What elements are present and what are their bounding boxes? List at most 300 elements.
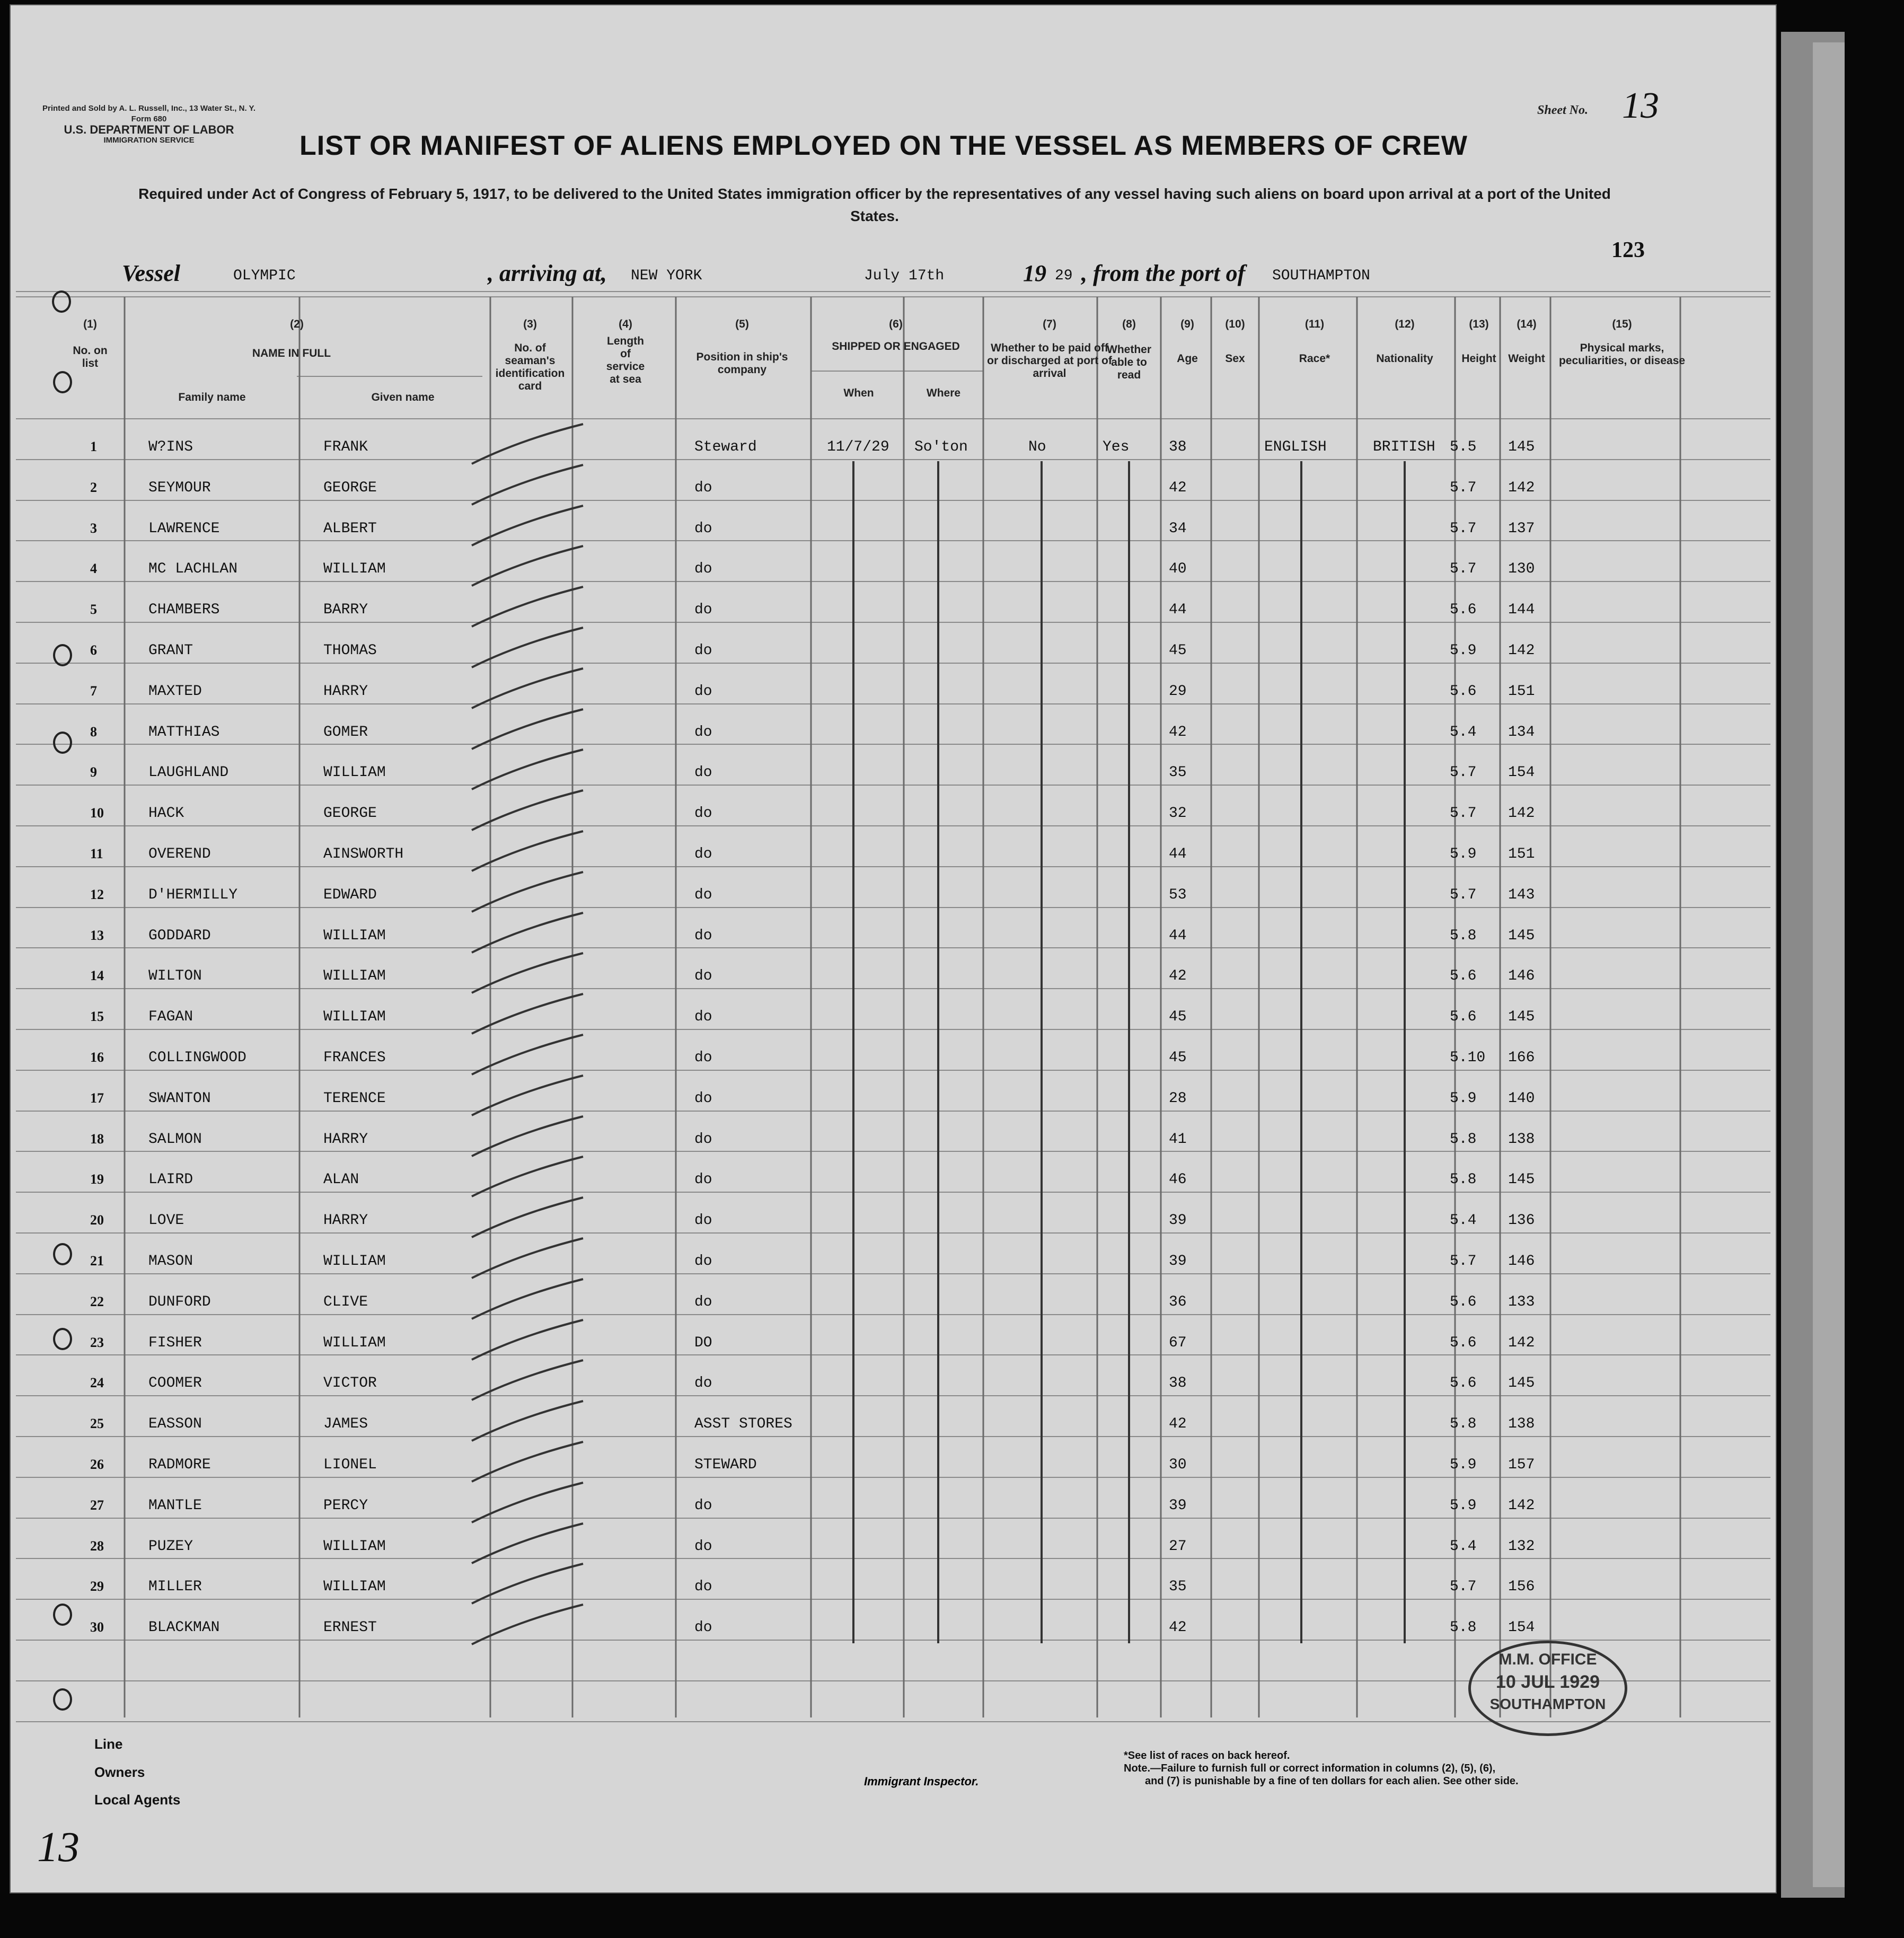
check-stroke xyxy=(472,1605,583,1644)
row-number-cell: 16 xyxy=(90,1050,104,1065)
age-cell: 29 xyxy=(1169,683,1187,700)
height-cell: 5.8 xyxy=(1450,928,1477,944)
row-number-cell: 27 xyxy=(90,1497,104,1513)
shipped-where-cell: So'ton xyxy=(914,439,968,455)
age-cell: 27 xyxy=(1169,1538,1187,1555)
col9-num: (9) xyxy=(1180,318,1194,330)
col8-header: Whether able to read xyxy=(1107,343,1151,381)
given-name-cell: FRANK xyxy=(323,439,368,455)
family-name-cell: SALMON xyxy=(148,1131,202,1148)
family-name-cell: W?INS xyxy=(148,439,193,455)
height-cell: 5.9 xyxy=(1450,642,1477,659)
check-stroke xyxy=(472,1076,583,1115)
height-cell: 5.6 xyxy=(1450,968,1477,984)
age-cell: 35 xyxy=(1169,764,1187,781)
row-number-cell: 22 xyxy=(90,1294,104,1309)
binder-hole xyxy=(53,1328,72,1350)
family-name-cell: MILLER xyxy=(148,1579,202,1595)
col2a-header: Family name xyxy=(178,391,246,403)
age-cell: 67 xyxy=(1169,1335,1187,1351)
given-name-cell: HARRY xyxy=(323,1212,368,1229)
age-cell: 42 xyxy=(1169,968,1187,984)
family-name-cell: LOVE xyxy=(148,1212,184,1229)
given-name-cell: ALAN xyxy=(323,1171,359,1188)
year-suffix: 29 xyxy=(1055,268,1073,284)
check-stroke xyxy=(472,1564,583,1604)
printer-line: Printed and Sold by A. L. Russell, Inc., 13 Water St., N. Y. xyxy=(42,104,256,113)
col4-header: Length of service at sea xyxy=(606,335,645,385)
family-name-cell: D'HERMILLY xyxy=(148,887,238,903)
family-name-cell: DUNFORD xyxy=(148,1294,211,1310)
given-name-cell: WILLIAM xyxy=(323,1253,386,1270)
check-stroke xyxy=(472,872,583,912)
age-cell: 46 xyxy=(1169,1171,1187,1188)
weight-cell: 145 xyxy=(1508,1171,1535,1188)
page-title: LIST OR MANIFEST OF ALIENS EMPLOYED ON THE VESSEL AS MEMBERS OF CREW xyxy=(299,130,1468,161)
form-number: Form 680 xyxy=(131,114,167,124)
height-cell: 5.7 xyxy=(1450,480,1477,496)
height-cell: 5.9 xyxy=(1450,1457,1477,1473)
position-cell: do xyxy=(694,683,712,700)
weight-cell: 142 xyxy=(1508,642,1535,659)
col12-num: (12) xyxy=(1395,318,1415,330)
row-number-cell: 30 xyxy=(90,1619,104,1635)
binder-hole xyxy=(53,732,72,754)
corner-number: 13 xyxy=(37,1824,80,1871)
row-number-cell: 11 xyxy=(90,846,103,861)
height-cell: 5.4 xyxy=(1450,1538,1477,1555)
weight-cell: 134 xyxy=(1508,724,1535,741)
row-number-cell: 7 xyxy=(90,683,97,699)
family-name-cell: WILTON xyxy=(148,968,202,984)
weight-cell: 130 xyxy=(1508,561,1535,577)
department: U.S. DEPARTMENT OF LABOR xyxy=(64,123,234,136)
col6a-header: When xyxy=(843,387,874,399)
line-label: Line xyxy=(94,1736,123,1752)
age-cell: 39 xyxy=(1169,1497,1187,1514)
vessel-name: OLYMPIC xyxy=(233,268,296,284)
weight-cell: 136 xyxy=(1508,1212,1535,1229)
given-name-cell: EDWARD xyxy=(323,887,377,903)
local-agents-label: Local Agents xyxy=(94,1792,181,1808)
col7-num: (7) xyxy=(1043,318,1056,330)
position-cell: do xyxy=(694,1171,712,1188)
row-number-cell: 19 xyxy=(90,1171,104,1187)
given-name-cell: AINSWORTH xyxy=(323,846,404,862)
age-cell: 44 xyxy=(1169,928,1187,944)
weight-cell: 137 xyxy=(1508,521,1535,537)
given-name-cell: WILLIAM xyxy=(323,561,386,577)
binder-hole xyxy=(53,644,72,666)
row-number-cell: 1 xyxy=(90,439,97,454)
age-cell: 42 xyxy=(1169,480,1187,496)
binder-hole xyxy=(53,1604,72,1626)
footnote-races: *See list of races on back hereof. xyxy=(1124,1750,1290,1761)
age-cell: 28 xyxy=(1169,1090,1187,1107)
from-label: , from the port of xyxy=(1081,260,1246,286)
check-stroke xyxy=(472,506,583,545)
check-stroke xyxy=(472,1279,583,1319)
age-cell: 38 xyxy=(1169,439,1187,455)
height-cell: 5.4 xyxy=(1450,1212,1477,1229)
col4-num: (4) xyxy=(619,318,632,330)
weight-cell: 132 xyxy=(1508,1538,1535,1555)
vessel-label: Vessel xyxy=(122,260,180,286)
nationality-cell: BRITISH xyxy=(1373,439,1435,455)
age-cell: 42 xyxy=(1169,1416,1187,1432)
age-cell: 34 xyxy=(1169,521,1187,537)
service: IMMIGRATION SERVICE xyxy=(103,136,195,145)
col5-header: Position in ship's company xyxy=(696,351,788,376)
height-cell: 5.6 xyxy=(1450,1009,1477,1025)
stamp-date: 10 JUL 1929 xyxy=(1496,1672,1600,1692)
form-header xyxy=(42,103,255,146)
weight-cell: 133 xyxy=(1508,1294,1535,1310)
binder-hole xyxy=(53,1243,72,1265)
col6-header: SHIPPED OR ENGAGED xyxy=(832,340,960,353)
given-name-cell: GEORGE xyxy=(323,805,377,822)
departure-port: SOUTHAMPTON xyxy=(1272,268,1370,284)
stamp-office: M.M. OFFICE xyxy=(1498,1651,1597,1668)
position-cell: do xyxy=(694,1619,712,1636)
position-cell: do xyxy=(694,887,712,903)
binder-hole xyxy=(53,371,72,393)
height-cell: 5.7 xyxy=(1450,521,1477,537)
col6b-header: Where xyxy=(926,387,961,399)
col13-header: Height xyxy=(1461,353,1496,365)
given-name-cell: WILLIAM xyxy=(323,1009,386,1025)
age-cell: 45 xyxy=(1169,1009,1187,1025)
weight-cell: 142 xyxy=(1508,480,1535,496)
family-name-cell: LAIRD xyxy=(148,1171,193,1188)
age-cell: 40 xyxy=(1169,561,1187,577)
col1-header: No. on list xyxy=(73,345,108,369)
family-name-cell: EASSON xyxy=(148,1416,202,1432)
col1-num: (1) xyxy=(83,318,97,330)
row-number-cell: 17 xyxy=(90,1090,104,1106)
col6-num: (6) xyxy=(889,318,903,330)
sheet-number: 13 xyxy=(1622,85,1659,126)
family-name-cell: LAWRENCE xyxy=(148,521,220,537)
position-cell: do xyxy=(694,642,712,659)
office-stamp xyxy=(1468,1641,1627,1736)
weight-cell: 140 xyxy=(1508,1090,1535,1107)
row-number-cell: 29 xyxy=(90,1579,104,1594)
age-cell: 45 xyxy=(1169,1050,1187,1066)
family-name-cell: GODDARD xyxy=(148,928,211,944)
position-cell: STEWARD xyxy=(694,1457,757,1473)
weight-cell: 138 xyxy=(1508,1131,1535,1148)
weight-cell: 145 xyxy=(1508,1009,1535,1025)
position-cell: do xyxy=(694,1375,712,1391)
check-stroke xyxy=(472,1035,583,1074)
height-cell: 5.9 xyxy=(1450,846,1477,862)
given-name-cell: LIONEL xyxy=(323,1457,377,1473)
given-name-cell: WILLIAM xyxy=(323,928,386,944)
subtitle: Required under Act of Congress of February 5, 1917, to be delivered to the United States immigration officer by the representatives of any vessel having such aliens on board upon arrival at a port of the United States. xyxy=(138,186,1611,224)
year-prefix: 19 xyxy=(1023,260,1046,286)
given-name-cell: JAMES xyxy=(323,1416,368,1432)
age-cell: 38 xyxy=(1169,1375,1187,1391)
col14-header: Weight xyxy=(1508,353,1545,365)
footnote-penalty-1: Note.—Failure to furnish full or correct information in columns (2), (5), (6), xyxy=(1124,1763,1496,1774)
weight-cell: 145 xyxy=(1508,439,1535,455)
check-stroke xyxy=(472,587,583,627)
height-cell: 5.6 xyxy=(1450,602,1477,618)
height-cell: 5.7 xyxy=(1450,1579,1477,1595)
weight-cell: 142 xyxy=(1508,1497,1535,1514)
family-name-cell: OVEREND xyxy=(148,846,211,862)
row-number-cell: 12 xyxy=(90,887,104,902)
inspector-label: Immigrant Inspector. xyxy=(864,1775,979,1788)
col12-header: Nationality xyxy=(1376,353,1433,365)
family-name-cell: MATTHIAS xyxy=(148,724,220,741)
check-stroke xyxy=(472,953,583,993)
age-cell: 42 xyxy=(1169,724,1187,741)
height-cell: 5.8 xyxy=(1450,1416,1477,1432)
weight-cell: 166 xyxy=(1508,1050,1535,1066)
given-name-cell: WILLIAM xyxy=(323,968,386,984)
row-number-cell: 10 xyxy=(90,805,104,821)
height-cell: 5.10 xyxy=(1450,1050,1486,1066)
able-to-read-cell: Yes xyxy=(1103,439,1130,455)
height-cell: 5.7 xyxy=(1450,764,1477,781)
age-cell: 45 xyxy=(1169,642,1187,659)
height-cell: 5.8 xyxy=(1450,1131,1477,1148)
height-cell: 5.8 xyxy=(1450,1171,1477,1188)
weight-cell: 146 xyxy=(1508,1253,1535,1270)
row-number-cell: 15 xyxy=(90,1009,104,1024)
row-number-cell: 4 xyxy=(90,561,97,576)
col11-num: (11) xyxy=(1304,318,1325,330)
weight-cell: 142 xyxy=(1508,1335,1535,1351)
weight-cell: 154 xyxy=(1508,764,1535,781)
family-name-cell: COLLINGWOOD xyxy=(148,1050,246,1066)
family-name-cell: RADMORE xyxy=(148,1457,211,1473)
given-name-cell: VICTOR xyxy=(323,1375,377,1391)
row-number-cell: 14 xyxy=(90,968,104,983)
col2-header: NAME IN FULL xyxy=(252,347,331,359)
family-name-cell: FAGAN xyxy=(148,1009,193,1025)
col10-num: (10) xyxy=(1225,318,1245,330)
height-cell: 5.7 xyxy=(1450,887,1477,903)
check-stroke xyxy=(472,750,583,789)
age-cell: 30 xyxy=(1169,1457,1187,1473)
check-stroke xyxy=(472,1483,583,1522)
given-name-cell: PERCY xyxy=(323,1497,368,1514)
col2-num: (2) xyxy=(290,318,304,330)
race-cell: ENGLISH xyxy=(1264,439,1327,455)
given-name-cell: WILLIAM xyxy=(323,1579,386,1595)
position-cell: do xyxy=(694,602,712,618)
col10-header: Sex xyxy=(1225,353,1245,365)
col15-header: Physical marks, peculiarities, or disease xyxy=(1558,342,1686,367)
family-name-cell: MASON xyxy=(148,1253,193,1270)
weight-cell: 143 xyxy=(1508,887,1535,903)
position-cell: do xyxy=(694,521,712,537)
given-name-cell: GOMER xyxy=(323,724,368,741)
age-cell: 42 xyxy=(1169,1619,1187,1636)
given-name-cell: WILLIAM xyxy=(323,764,386,781)
sheet-label: Sheet No. xyxy=(1537,103,1588,117)
position-cell: Steward xyxy=(694,439,757,455)
col5-num: (5) xyxy=(735,318,749,330)
col3-header: No. of seaman's identification card xyxy=(495,342,565,392)
col2b-header: Given name xyxy=(371,391,435,403)
row-number-cell: 18 xyxy=(90,1131,104,1147)
col3-num: (3) xyxy=(523,318,537,330)
family-name-cell: MAXTED xyxy=(148,683,202,700)
position-cell: ASST STORES xyxy=(694,1416,792,1432)
given-name-cell: ALBERT xyxy=(323,521,377,537)
row-number-cell: 23 xyxy=(90,1335,104,1350)
family-name-cell: LAUGHLAND xyxy=(148,764,229,781)
given-name-cell: WILLIAM xyxy=(323,1335,386,1351)
weight-cell: 138 xyxy=(1508,1416,1535,1432)
check-stroke xyxy=(472,1360,583,1400)
row-number-cell: 21 xyxy=(90,1253,104,1268)
check-stroke xyxy=(472,546,583,586)
age-cell: 35 xyxy=(1169,1579,1187,1595)
row-number-cell: 25 xyxy=(90,1416,104,1431)
check-stroke xyxy=(472,913,583,953)
binder-hole xyxy=(53,1688,72,1711)
arriving-label: , arriving at, xyxy=(488,260,607,286)
age-cell: 41 xyxy=(1169,1131,1187,1148)
position-cell: do xyxy=(694,561,712,577)
family-name-cell: BLACKMAN xyxy=(148,1619,220,1636)
family-name-cell: CHAMBERS xyxy=(148,602,220,618)
row-number-cell: 13 xyxy=(90,928,104,943)
age-cell: 44 xyxy=(1169,602,1187,618)
position-cell: do xyxy=(694,480,712,496)
arrival-date: July 17th xyxy=(864,268,945,284)
height-cell: 5.8 xyxy=(1450,1619,1477,1636)
check-stroke xyxy=(472,1320,583,1360)
height-cell: 5.6 xyxy=(1450,1375,1477,1391)
check-stroke xyxy=(472,1116,583,1156)
position-cell: do xyxy=(694,1212,712,1229)
age-cell: 44 xyxy=(1169,846,1187,862)
paid-off-cell: No xyxy=(1028,439,1046,455)
row-number-cell: 20 xyxy=(90,1212,104,1228)
check-stroke xyxy=(472,709,583,749)
check-stroke xyxy=(472,465,583,505)
col8-num: (8) xyxy=(1122,318,1136,330)
check-stroke xyxy=(472,1442,583,1482)
given-name-cell: GEORGE xyxy=(323,480,377,496)
row-number-cell: 9 xyxy=(90,764,97,780)
given-name-cell: BARRY xyxy=(323,602,368,618)
position-cell: do xyxy=(694,805,712,822)
age-cell: 53 xyxy=(1169,887,1187,903)
row-number-cell: 26 xyxy=(90,1457,104,1472)
position-cell: do xyxy=(694,764,712,781)
row-number-cell: 28 xyxy=(90,1538,104,1554)
col11-header: Race* xyxy=(1299,353,1330,365)
position-cell: do xyxy=(694,1131,712,1148)
height-cell: 5.6 xyxy=(1450,683,1477,700)
row-number-cell: 5 xyxy=(90,602,97,617)
given-name-cell: THOMAS xyxy=(323,642,377,659)
check-stroke xyxy=(472,994,583,1034)
weight-cell: 154 xyxy=(1508,1619,1535,1636)
weight-cell: 156 xyxy=(1508,1579,1535,1595)
check-stroke xyxy=(472,1157,583,1196)
given-name-cell: HARRY xyxy=(323,1131,368,1148)
height-cell: 5.9 xyxy=(1450,1090,1477,1107)
weight-cell: 151 xyxy=(1508,683,1535,700)
family-name-cell: COOMER xyxy=(148,1375,202,1391)
position-cell: do xyxy=(694,1538,712,1555)
check-stroke xyxy=(472,1523,583,1563)
weight-cell: 145 xyxy=(1508,928,1535,944)
given-name-cell: CLIVE xyxy=(323,1294,368,1310)
age-cell: 39 xyxy=(1169,1212,1187,1229)
family-name-cell: GRANT xyxy=(148,642,193,659)
height-cell: 5.7 xyxy=(1450,561,1477,577)
age-cell: 36 xyxy=(1169,1294,1187,1310)
weight-cell: 144 xyxy=(1508,602,1535,618)
given-name-cell: HARRY xyxy=(323,683,368,700)
row-number-cell: 8 xyxy=(90,724,97,739)
position-cell: do xyxy=(694,1294,712,1310)
col14-num: (14) xyxy=(1517,318,1537,330)
footnotes xyxy=(1124,1749,1519,1787)
check-stroke xyxy=(472,1401,583,1441)
given-name-cell: TERENCE xyxy=(323,1090,386,1107)
position-cell: do xyxy=(694,1050,712,1066)
row-number-cell: 24 xyxy=(90,1375,104,1390)
col13-num: (13) xyxy=(1469,318,1489,330)
col7-header: Whether to be paid off or discharged at port of arrival xyxy=(987,342,1112,380)
stamp-port: SOUTHAMPTON xyxy=(1489,1696,1606,1712)
family-name-cell: MC LACHLAN xyxy=(148,561,238,577)
weight-cell: 145 xyxy=(1508,1375,1535,1391)
check-stroke xyxy=(472,1197,583,1237)
given-name-cell: WILLIAM xyxy=(323,1538,386,1555)
check-stroke xyxy=(472,790,583,830)
position-cell: do xyxy=(694,846,712,862)
age-cell: 39 xyxy=(1169,1253,1187,1270)
height-cell: 5.7 xyxy=(1450,805,1477,822)
check-stroke xyxy=(472,1238,583,1278)
age-cell: 32 xyxy=(1169,805,1187,822)
position-cell: do xyxy=(694,1497,712,1514)
weight-cell: 142 xyxy=(1508,805,1535,822)
position-cell: do xyxy=(694,1009,712,1025)
position-cell: do xyxy=(694,928,712,944)
position-cell: do xyxy=(694,1090,712,1107)
check-stroke xyxy=(472,668,583,708)
footnote-penalty-2: and (7) is punishable by a fine of ten dollars for each alien. See other side. xyxy=(1145,1775,1519,1787)
height-cell: 5.9 xyxy=(1450,1497,1477,1514)
row-number-cell: 2 xyxy=(90,480,97,495)
arrival-port: NEW YORK xyxy=(631,268,702,284)
height-cell: 5.6 xyxy=(1450,1335,1477,1351)
col15-num: (15) xyxy=(1612,318,1632,330)
weight-cell: 157 xyxy=(1508,1457,1535,1473)
height-cell: 5.5 xyxy=(1450,439,1477,455)
weight-cell: 146 xyxy=(1508,968,1535,984)
family-name-cell: HACK xyxy=(148,805,184,822)
row-number-cell: 3 xyxy=(90,521,97,536)
page-number: 123 xyxy=(1611,238,1645,262)
position-cell: do xyxy=(694,1579,712,1595)
shipped-when-cell: 11/7/29 xyxy=(827,439,889,455)
col9-header: Age xyxy=(1177,353,1198,365)
family-name-cell: PUZEY xyxy=(148,1538,193,1555)
